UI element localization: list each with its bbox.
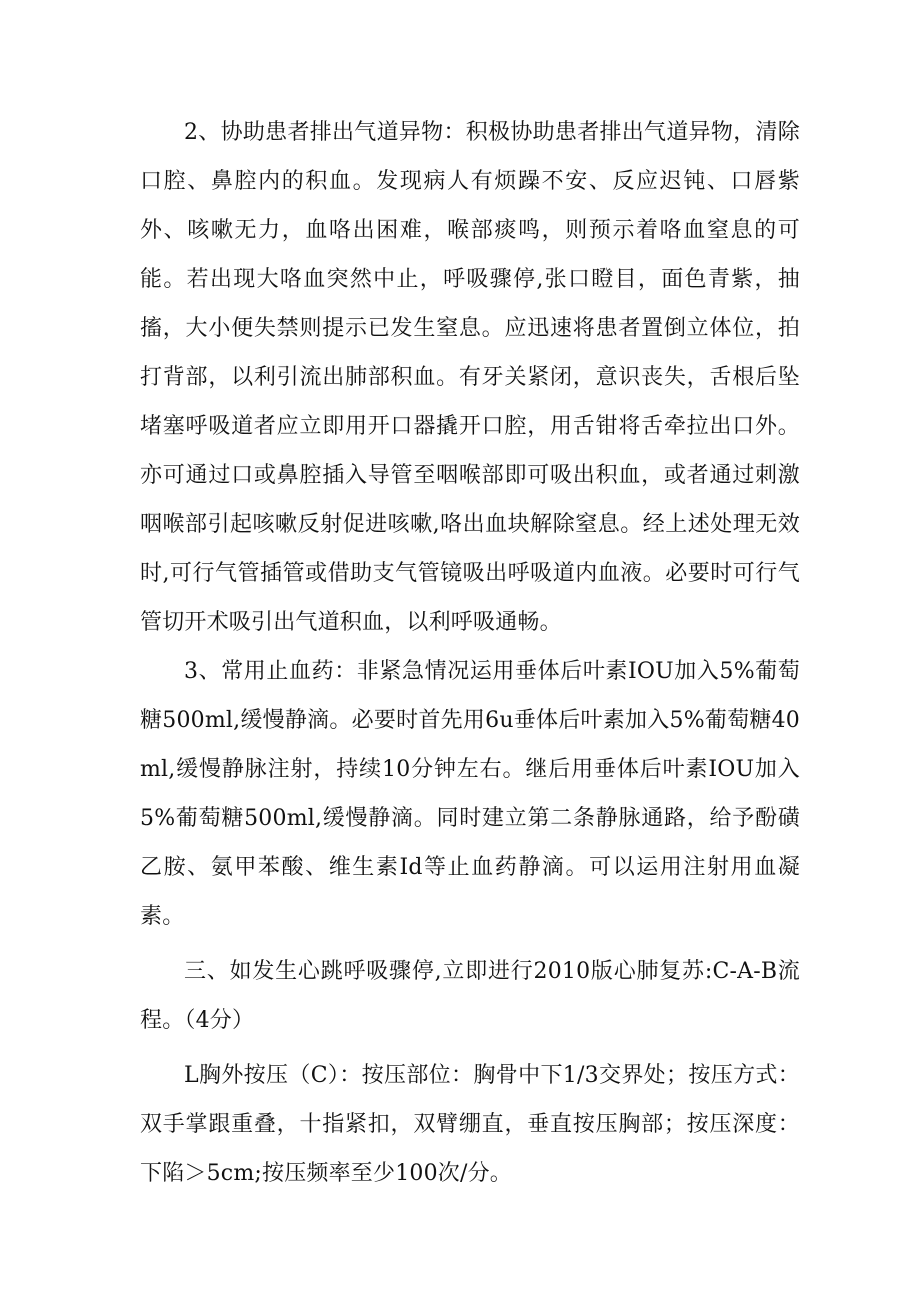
paragraph-airway-clearance: 2、协助患者排出气道异物：积极协助患者排出气道异物，清除口腔、鼻腔内的积血。发现病人有烦躁不安、反应迟钝、口唇紫外、咳嗽无力，血咯出困难，喉部痰鸣，则预示着咯血窒息的可能。若出现大咯血突然中止，呼吸骤停,张口瞪目，面色青紫，抽搐，大小便失禁则提示已发生窒息。应迅速将患者置倒立体位，拍打背部，以利引流出肺部积血。有牙关紧闭，意识丧失，舌根后坠堵塞呼吸道者应立即用开口器撬开口腔，用舌钳将舌牵拉出口外。亦可通过口或鼻腔插入导管至咽喉部即可吸出积血，或者通过刺激咽喉部引起咳嗽反射促进咳嗽,咯出血块解除窒息。经上述处理无效时,可行气管插管或借助支气管镜吸出呼吸道内血液。必要时可行气管切开术吸引出气道积血，以利呼吸通畅。 xyxy=(140,120,800,635)
paragraph-cpr-heading: 三、如发生心跳呼吸骤停,立即进行2010版心肺复苏:C-A-B流程。（4分） xyxy=(140,959,800,1033)
paragraph-hemostatic-drugs: 3、常用止血药：非紧急情况运用垂体后叶素IOU加入5%葡萄糖500ml,缓慢静滴。必要时首先用6u垂体后叶素加入5%葡萄糖40ml,缓慢静脉注射，持续10分钟左右。继后用垂体后叶素IOU加入5%葡萄糖500ml,缓慢静滴。同时建立第二条静脉通路，给予酚磺乙胺、氨甲苯酸、维生素Id等止血药静滴。可以运用注射用血凝素。 xyxy=(140,659,800,929)
document-body xyxy=(140,108,800,1198)
paragraph-chest-compression: L胸外按压（C）：按压部位：胸骨中下1/3交界处；按压方式：双手掌跟重叠，十指紧扣，双臂绷直，垂直按压胸部；按压深度：下陷＞5cm;按压频率至少100次/分。 xyxy=(140,1063,800,1186)
